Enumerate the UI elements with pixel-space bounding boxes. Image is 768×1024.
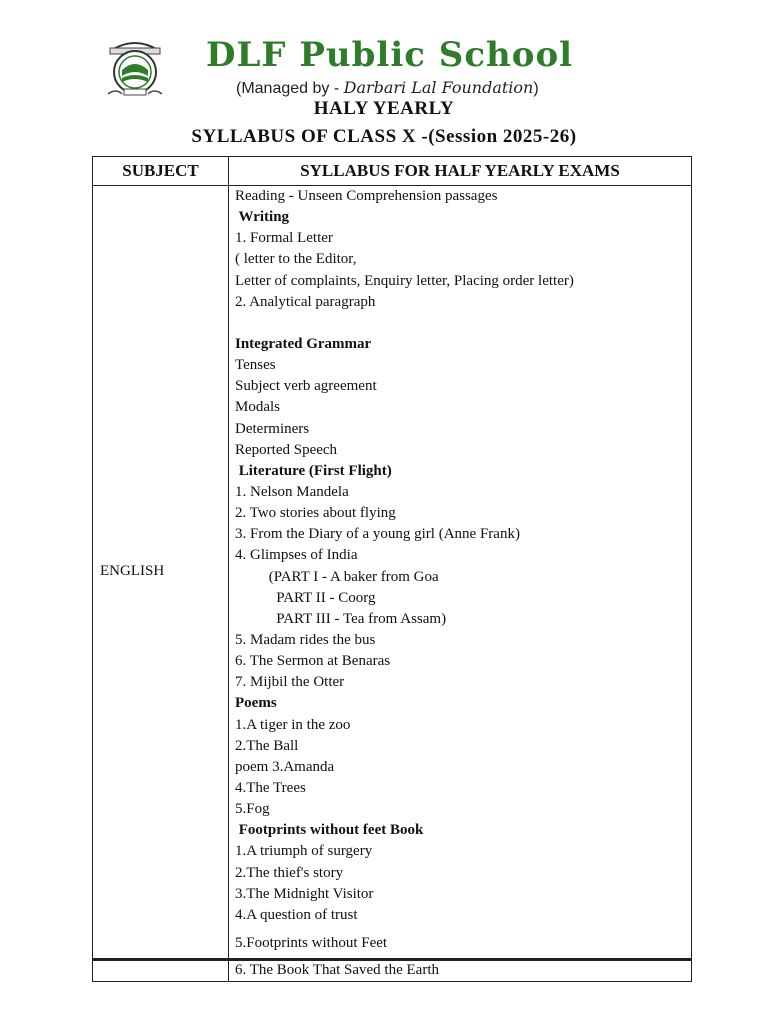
- table-row: [93, 186, 692, 960]
- managed-prefix: (Managed by -: [236, 80, 344, 97]
- syllabus-item: 1. Formal Letter: [235, 230, 333, 247]
- section-heading: Literature (First Flight): [235, 462, 392, 479]
- syllabus-table: [92, 156, 692, 982]
- syllabus-item: 1.A tiger in the zoo: [235, 716, 351, 733]
- syllabus-item: 3. From the Diary of a young girl (Anne Frank): [235, 526, 520, 543]
- syllabus-item: 4.A question of trust: [235, 906, 358, 923]
- syllabus-item: Subject verb agreement: [235, 378, 377, 395]
- syllabus-cell: [229, 186, 692, 960]
- syllabus-item: PART III - Tea from Assam): [235, 610, 447, 627]
- syllabus-item: 2. Two stories about flying: [235, 505, 396, 522]
- syllabus-item: 7. Mijbil the Otter: [235, 674, 345, 691]
- header-syllabus: SYLLABUS FOR HALF YEARLY EXAMS: [229, 157, 692, 186]
- school-name: DLF Public School: [206, 35, 574, 75]
- syllabus-cell-continued: 6. The Book That Saved the Earth: [229, 959, 692, 981]
- syllabus-item: (PART I - A baker from Goa: [235, 568, 439, 585]
- syllabus-item: 5.Fog: [235, 801, 270, 818]
- subject-cell-empty: [93, 959, 229, 981]
- foundation-name: Darbari Lal Foundation: [343, 78, 534, 97]
- syllabus-item: 1.A triumph of surgery: [235, 843, 373, 860]
- syllabus-item: poem 3.Amanda: [235, 758, 335, 775]
- syllabus-item: 6. The Sermon at Benaras: [235, 653, 391, 670]
- syllabus-item: Modals: [235, 399, 280, 416]
- syllabus-item: 5.Footprints without Feet: [235, 934, 388, 951]
- syllabus-item: 1. Nelson Mandela: [235, 483, 349, 500]
- document-subtitle: SYLLABUS OF CLASS X -(Session 2025-26): [191, 126, 577, 147]
- section-heading: Footprints without feet Book: [235, 822, 424, 839]
- syllabus-item: 3.The Midnight Visitor: [235, 885, 374, 902]
- syllabus-item: Reported Speech: [235, 441, 338, 458]
- syllabus-item: [235, 313, 691, 334]
- syllabus-item: Letter of complaints, Enquiry letter, Placing order letter): [235, 272, 574, 289]
- syllabus-item: 2. Analytical paragraph: [235, 293, 376, 310]
- header-subject: SUBJECT: [93, 157, 229, 186]
- table-row: [93, 959, 692, 981]
- syllabus-item: Determiners: [235, 420, 310, 437]
- document-title: HALY YEARLY: [313, 98, 455, 119]
- subject-cell: ENGLISH: [93, 186, 229, 960]
- managed-by-line: [236, 78, 539, 98]
- school-logo: [104, 36, 166, 100]
- syllabus-item: ( letter to the Editor,: [235, 251, 357, 268]
- table-header-row: [93, 157, 692, 186]
- syllabus-item: 4.The Trees: [235, 779, 306, 796]
- section-heading: Integrated Grammar: [235, 335, 372, 352]
- section-heading: Writing: [235, 209, 290, 226]
- syllabus-item: 2.The thief's story: [235, 864, 344, 881]
- syllabus-item: 4. Glimpses of India: [235, 547, 358, 564]
- syllabus-item: PART II - Coorg: [235, 589, 376, 606]
- syllabus-item: 2.The Ball: [235, 737, 299, 754]
- syllabus-item: Tenses: [235, 357, 276, 374]
- managed-suffix: ): [533, 80, 539, 97]
- section-heading: Poems: [235, 695, 277, 712]
- syllabus-item: 5. Madam rides the bus: [235, 631, 376, 648]
- syllabus-item: Reading - Unseen Comprehension passages: [235, 188, 498, 204]
